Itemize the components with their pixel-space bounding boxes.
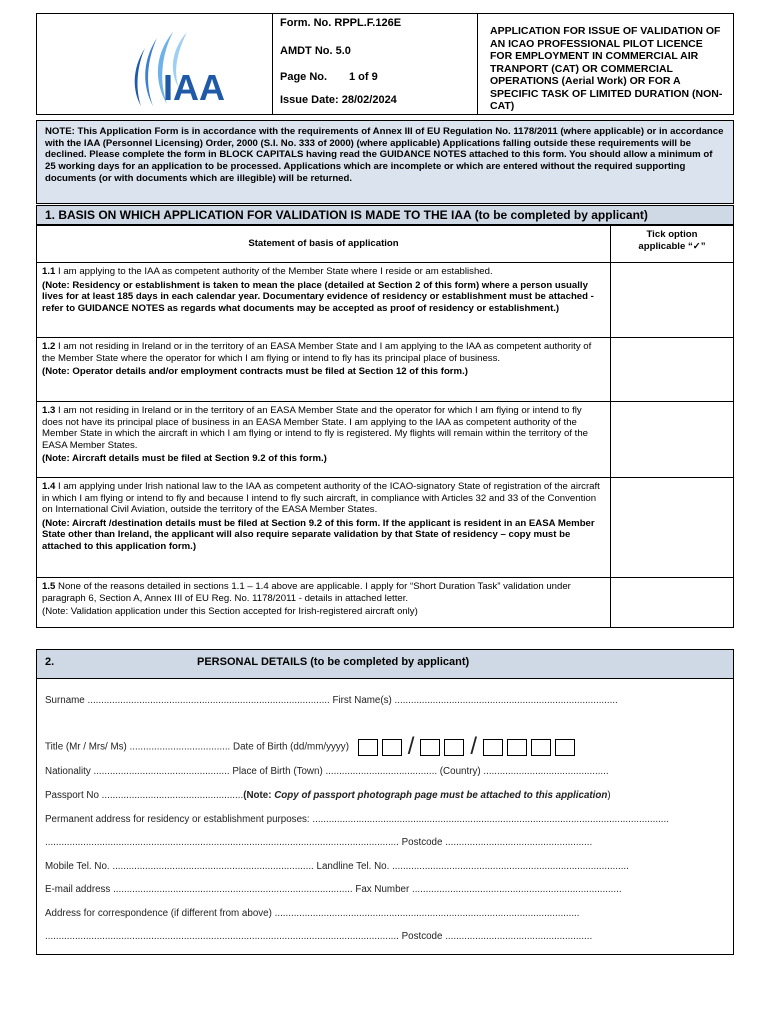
basis-note: (Note: Validation application under this Section accepted for Irish-registered aircraft only) [42, 606, 418, 618]
postcode-2-field[interactable]: ...................................................... [445, 931, 593, 942]
basis-row-1-3 [37, 402, 734, 478]
form-title: APPLICATION FOR ISSUE OF VALIDATION OF AN ICAO PROFESSIONAL PILOT LICENCE FOR EMPLOYMENT IN COMMERCIAL AIR TRANPORT (CAT) OR COMMERCIAL OPERATIONS (Aerial Work) OR FOR A SPECIFIC TASK OF LIMITED DURATION (NON-CAT) [490, 25, 723, 112]
correspondence-address-field-2[interactable]: .................................................................................................................................. [45, 931, 399, 942]
surname-line [45, 695, 618, 706]
passport-note-close: ) [607, 790, 611, 801]
amendment-number: AMDT No. 5.0 [280, 45, 351, 57]
basis-note: (Note: Aircraft details must be filed at Section 9.2 of this form.) [42, 453, 327, 465]
basis-number: 1.4 [42, 481, 56, 492]
correspondence-address-field[interactable]: ................................................................................................................ [274, 908, 580, 919]
tick-cell-1-1[interactable] [611, 263, 734, 338]
dob-day-2[interactable] [382, 739, 402, 756]
nationality-field[interactable]: .................................................. [93, 766, 230, 777]
page-number: 1 of 9 [349, 71, 378, 83]
basis-note: (Note: Aircraft /destination details must be filed at Section 9.2 of this form. If the applicant is resident in an EASA Member State other than Ireland, the applicant will also require separate validation by that State of residency – copy must be attached to this application form.) [42, 517, 595, 552]
section-2-title: PERSONAL DETAILS (to be completed by applicant) [197, 656, 470, 668]
basis-row-1-4 [37, 478, 734, 578]
dob-year-1[interactable] [483, 739, 503, 756]
basis-text: I am applying to the IAA as competent authority of the Member State where I reside or am established. [55, 266, 493, 277]
place-of-birth-label: Place of Birth (Town) [232, 766, 323, 777]
email-field[interactable]: ........................................................................................ [113, 884, 353, 895]
surname-field[interactable]: ......................................................................................... [87, 695, 330, 706]
page-label: Page No. [280, 71, 328, 83]
tick-column-header [611, 226, 734, 263]
basis-statement [37, 402, 611, 478]
logo-cell [37, 14, 273, 114]
dob-boxes [358, 733, 579, 760]
permanent-address-field[interactable]: ................................................................................................................................... [312, 814, 669, 825]
dob-year-3[interactable] [531, 739, 551, 756]
statement-column-header [37, 226, 611, 263]
issue-date: Issue Date: 28/02/2024 [280, 94, 397, 106]
title-field[interactable]: ..................................... [129, 741, 231, 753]
statement-header-label: Statement of basis of application [248, 238, 399, 250]
permanent-address-line-2 [45, 837, 592, 848]
mobile-label: Mobile Tel. No. [45, 861, 110, 872]
section-2-heading [36, 649, 734, 679]
email-line [45, 884, 622, 895]
mobile-field[interactable]: .......................................................................... [112, 861, 314, 872]
dob-month-1[interactable] [420, 739, 440, 756]
fax-label: Fax Number [355, 884, 410, 895]
basis-number: 1.5 [42, 581, 56, 592]
section-2-number: 2. [45, 656, 55, 668]
tick-header-line2: applicable “✓” [638, 240, 706, 252]
date-separator-icon: / [407, 733, 415, 760]
tick-cell-1-3[interactable] [611, 402, 734, 478]
nationality-line [45, 766, 609, 777]
postcode-2-label: Postcode [401, 931, 443, 942]
place-of-birth-field[interactable]: ......................................... [325, 766, 438, 777]
application-note: NOTE: This Application Form is in accordance with the requirements of Annex III of EU Regulation No. 1178/2011 (where applicable) or in accordance with the IAA (Personnel Licensing) Order, 2000 (S.I. No. 333 of 2000) (where applicable) Applications falling outside these requirements will be declined. Please complete the form in BLOCK CAPITALS having read the GUIDANCE NOTES attached to this form. You should allow a minimum of 25 working days for an application to be processed. Applications which are incomplete or which are entered without the required supporting documents (or with documents which are illegible) will be returned. [36, 120, 734, 204]
dob-day-1[interactable] [358, 739, 378, 756]
basis-row-1-5 [37, 578, 734, 628]
fax-field[interactable]: ............................................................................. [411, 884, 622, 895]
basis-statement [37, 578, 611, 628]
permanent-address-label: Permanent address for residency or establishment purposes: [45, 814, 310, 825]
dob-label: Date of Birth (dd/mm/yyyy) [233, 741, 349, 753]
postcode-label: Postcode [401, 837, 443, 848]
basis-row-1-2 [37, 338, 734, 402]
basis-statement [37, 263, 611, 338]
title-dob-line [45, 733, 579, 761]
postcode-field[interactable]: ...................................................... [445, 837, 593, 848]
correspondence-address-line [45, 908, 580, 919]
basis-note: (Note: Residency or establishment is taken to mean the place (detailed at Section 2 of this form) where a person usually lives for at least 185 days in each calendar year. Documentary evidence of residency or establishment must be attached - refer to GUIDANCE NOTES as regards what documents may be accepted as proof of residency or establishment.) [42, 279, 594, 314]
tick-header-line1: Tick option [646, 229, 698, 240]
dob-year-2[interactable] [507, 739, 527, 756]
basis-row-1-1 [37, 263, 734, 338]
country-label: (Country) [439, 766, 481, 777]
dob-month-2[interactable] [444, 739, 464, 756]
passport-label: Passport No [45, 790, 99, 801]
passport-note-text: Copy of passport photograph page must be attached to this application [274, 790, 608, 801]
basis-statement [37, 478, 611, 578]
correspondence-address-line-2 [45, 931, 592, 942]
phone-line [45, 861, 629, 872]
form-meta [272, 14, 478, 114]
basis-number: 1.1 [42, 266, 56, 277]
personal-details-panel [36, 679, 734, 955]
section-1-heading: 1. BASIS ON WHICH APPLICATION FOR VALIDATION IS MADE TO THE IAA (to be completed by applicant) [36, 205, 734, 225]
country-field[interactable]: .............................................. [483, 766, 609, 777]
dob-year-4[interactable] [555, 739, 575, 756]
date-separator-icon: / [470, 733, 478, 760]
landline-label: Landline Tel. No. [316, 861, 390, 872]
basis-text: None of the reasons detailed in sections 1.1 – 1.4 above are applicable. I apply for “Short Duration Task” validation under paragraph 6, Section A, Annex III of EU Reg. No. 1178/2011 - details in attached letter. [42, 581, 571, 604]
logo-text: IAA [163, 67, 225, 108]
form-number: Form. No. RPPL.F.126E [280, 17, 402, 29]
basis-statement [37, 338, 611, 402]
permanent-address-field-2[interactable]: .................................................................................................................................. [45, 837, 399, 848]
permanent-address-line [45, 814, 669, 825]
landline-field[interactable]: ....................................................................................... [392, 861, 629, 872]
passport-line [45, 790, 611, 801]
basis-text: I am applying under Irish national law to the IAA as competent authority of the ICAO-signatory State of registration of the aircraft in which I am flying or intend to fly and because I intend to fly such aircraft, in compliance with Articles 32 and 33 of the Convention on International Civil Aviation, outside the territory of the EASA Member States. [42, 481, 600, 516]
basis-number: 1.3 [42, 405, 56, 416]
title-label: Title (Mr / Mrs/ Ms) [45, 741, 127, 753]
correspondence-address-label: Address for correspondence (if different from above) [45, 908, 272, 919]
tick-cell-1-5[interactable] [611, 578, 734, 628]
basis-text: I am not residing in Ireland or in the territory of an EASA Member State and I am applying to the IAA as competent authority of the Member State where the operator for which I am flying or intend to fly has its principal place of business. [42, 341, 592, 364]
first-names-label: First Name(s) [332, 695, 392, 706]
form-header [36, 13, 734, 115]
surname-label: Surname [45, 695, 85, 706]
first-names-field[interactable]: .................................................................................. [394, 695, 618, 706]
passport-note-open: (Note: [243, 790, 275, 801]
basis-text: I am not residing in Ireland or in the territory of an EASA Member State and the operator for which I am flying or intend to fly does not have its principal place of business in an EASA Member State. I am applying to the IAA as competent authority of the Member State in which the aircraft in which I am flying or intend to fly is registered. My flights will remain within the territory of the EASA Member States. [42, 405, 588, 451]
basis-table [36, 225, 734, 628]
email-label: E-mail address [45, 884, 111, 895]
iaa-logo-icon [37, 14, 272, 114]
tick-cell-1-2[interactable] [611, 338, 734, 402]
basis-note: (Note: Operator details and/or employment contracts must be filed at Section 12 of this form.) [42, 366, 468, 378]
basis-number: 1.2 [42, 341, 56, 352]
nationality-label: Nationality [45, 766, 91, 777]
tick-cell-1-4[interactable] [611, 478, 734, 578]
passport-field[interactable]: .................................................... [101, 790, 244, 801]
